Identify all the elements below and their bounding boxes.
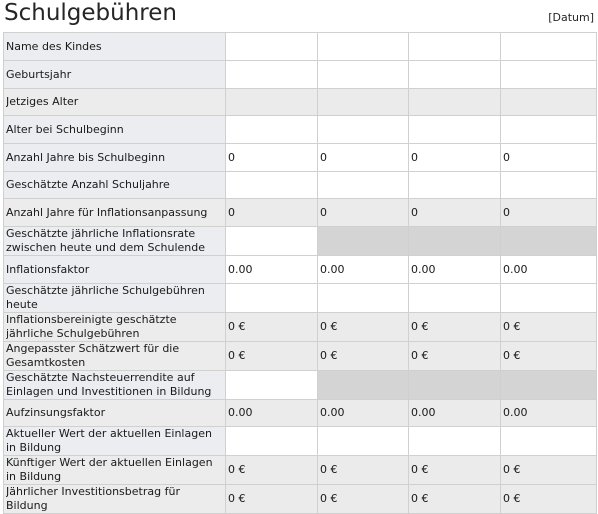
table-row-kuenftiger-wert-einlagen — [4, 456, 597, 485]
value-cell-child-4[interactable]: 0 € — [501, 456, 597, 485]
value-cell-child-2[interactable] — [318, 33, 409, 61]
value-cell-child-2[interactable] — [318, 371, 409, 400]
value-cell-child-2[interactable] — [318, 89, 409, 116]
value-cell-child-1[interactable]: 0 — [226, 199, 318, 227]
value-cell-child-4[interactable]: 0 € — [501, 342, 597, 371]
row-label — [4, 371, 226, 400]
value-cell-child-1[interactable]: 0 € — [226, 485, 318, 514]
value-cell-child-4[interactable] — [501, 427, 597, 456]
value-cell-child-4[interactable] — [501, 172, 597, 199]
table-row-anzahl-jahre-inflationsanpassung — [4, 199, 597, 227]
value-cell-child-1[interactable] — [226, 89, 318, 116]
table-row-angepasster-schaetzwert-gesamtkosten — [4, 342, 597, 371]
row-label — [4, 227, 226, 256]
row-label-text: Inflationsfaktor — [6, 262, 90, 276]
row-label-text: Jetziges Alter — [6, 95, 79, 108]
date-placeholder[interactable]: [Datum] — [548, 11, 594, 24]
value-cell-child-3[interactable]: 0.00 — [409, 400, 501, 427]
value-cell-child-2[interactable]: 0 € — [318, 456, 409, 485]
value-cell-child-3[interactable]: 0 € — [409, 313, 501, 342]
value-cell-child-2[interactable]: 0 € — [318, 313, 409, 342]
row-label — [4, 116, 226, 144]
row-label — [4, 144, 226, 172]
row-label — [4, 61, 226, 89]
value-cell-child-3[interactable]: 0 € — [409, 485, 501, 514]
value-cell-child-1[interactable] — [226, 172, 318, 199]
value-cell-child-4[interactable]: 0 € — [501, 485, 597, 514]
row-label-text: Geschätzte jährliche Inflationsrate zwischen heute und dem Schulende — [6, 227, 206, 254]
table-row-inflationsfaktor — [4, 256, 597, 284]
value-cell-child-4[interactable] — [501, 89, 597, 116]
row-label-text: Inflationsbereinigte geschätzte jährliche Schulgebühren — [6, 313, 177, 340]
value-cell-child-3[interactable]: 0 € — [409, 342, 501, 371]
value-cell-child-1[interactable] — [226, 61, 318, 89]
row-label-text: Geburtsjahr — [6, 67, 72, 81]
row-label-text: Name des Kindes — [6, 39, 102, 53]
table-row-anzahl-jahre-bis-schulbeginn — [4, 144, 597, 172]
value-cell-child-3[interactable] — [409, 89, 501, 116]
row-label — [4, 313, 226, 342]
row-label-text: Geschätzte jährliche Schulgebühren heute — [6, 284, 205, 311]
value-cell-child-4[interactable]: 0 € — [501, 313, 597, 342]
table-row-jetziges-alter — [4, 89, 597, 116]
value-cell-child-4[interactable]: 0 — [501, 199, 597, 227]
value-cell-child-4[interactable]: 0.00 — [501, 400, 597, 427]
value-cell-child-4[interactable]: 0.00 — [501, 256, 597, 284]
value-cell-child-2[interactable]: 0.00 — [318, 256, 409, 284]
row-label — [4, 33, 226, 61]
row-label-text: Künftiger Wert der aktuellen Einlagen in Bildung — [6, 456, 213, 483]
value-cell-child-2[interactable]: 0 € — [318, 342, 409, 371]
value-cell-child-3[interactable] — [409, 61, 501, 89]
value-cell-child-1[interactable] — [226, 371, 318, 400]
row-label — [4, 284, 226, 313]
value-cell-child-3[interactable]: 0 € — [409, 456, 501, 485]
value-cell-child-1[interactable] — [226, 227, 318, 256]
school-fees-table — [3, 32, 597, 514]
value-cell-child-3[interactable] — [409, 371, 501, 400]
value-cell-child-1[interactable] — [226, 284, 318, 313]
value-cell-child-2[interactable] — [318, 61, 409, 89]
row-label-text: Jährlicher Investitionsbetrag für Bildung — [6, 485, 180, 512]
row-label — [4, 256, 226, 284]
value-cell-child-1[interactable]: 0.00 — [226, 256, 318, 284]
row-label-text: Anzahl Jahre bis Schulbeginn — [6, 150, 166, 164]
table-row-jaehrlicher-investitionsbetrag — [4, 485, 597, 514]
table-row-inflationsbereinigte-schulgebuehren — [4, 313, 597, 342]
value-cell-child-2[interactable]: 0 € — [318, 485, 409, 514]
row-label — [4, 456, 226, 485]
value-cell-child-4[interactable] — [501, 371, 597, 400]
row-label-text: Anzahl Jahre für Inflationsanpassung — [6, 205, 208, 219]
value-cell-child-2[interactable] — [318, 172, 409, 199]
row-label — [4, 172, 226, 199]
table-row-geschaetzte-nachsteuerrendite — [4, 371, 597, 400]
value-cell-child-2[interactable]: 0 — [318, 199, 409, 227]
value-cell-child-4[interactable] — [501, 227, 597, 256]
value-cell-child-3[interactable]: 0 — [409, 199, 501, 227]
table-row-geschaetzte-anzahl-schuljahre — [4, 172, 597, 199]
value-cell-child-3[interactable] — [409, 172, 501, 199]
row-label-text: Geschätzte Anzahl Schuljahre — [6, 178, 170, 191]
value-cell-child-2[interactable] — [318, 116, 409, 144]
value-cell-child-3[interactable] — [409, 116, 501, 144]
value-cell-child-4[interactable] — [501, 284, 597, 313]
table-row-geburtsjahr — [4, 61, 597, 89]
table-row-aktueller-wert-einlagen — [4, 427, 597, 456]
table-row-aufzinsungsfaktor — [4, 400, 597, 427]
value-cell-child-1[interactable] — [226, 33, 318, 61]
table-body — [4, 33, 597, 514]
value-cell-child-4[interactable] — [501, 33, 597, 61]
value-cell-child-2[interactable] — [318, 227, 409, 256]
value-cell-child-1[interactable]: 0 € — [226, 456, 318, 485]
value-cell-child-2[interactable] — [318, 284, 409, 313]
row-label — [4, 427, 226, 456]
value-cell-child-3[interactable] — [409, 227, 501, 256]
value-cell-child-1[interactable] — [226, 116, 318, 144]
row-label-text: Alter bei Schulbeginn — [6, 122, 124, 136]
row-label-text: Aufzinsungsfaktor — [6, 406, 106, 419]
row-label — [4, 89, 226, 116]
row-label — [4, 199, 226, 227]
value-cell-child-2[interactable]: 0 — [318, 144, 409, 172]
row-label-text: Geschätzte Nachsteuerrendite auf Einlagen und Investitionen in Bildung — [6, 371, 212, 398]
row-label — [4, 485, 226, 514]
table-row-geschaetzte-schulgebuehren-heute — [4, 284, 597, 313]
page-title: Schulgebühren — [4, 0, 177, 26]
value-cell-child-3[interactable] — [409, 284, 501, 313]
value-cell-child-1[interactable]: 0 € — [226, 342, 318, 371]
value-cell-child-3[interactable] — [409, 427, 501, 456]
value-cell-child-3[interactable]: 0 — [409, 144, 501, 172]
value-cell-child-1[interactable]: 0.00 — [226, 400, 318, 427]
value-cell-child-1[interactable]: 0 — [226, 144, 318, 172]
value-cell-child-4[interactable]: 0 — [501, 144, 597, 172]
value-cell-child-4[interactable] — [501, 61, 597, 89]
table-row-geschaetzte-inflationsrate — [4, 227, 597, 256]
value-cell-child-3[interactable] — [409, 33, 501, 61]
row-label-text: Angepasster Schätzwert für die Gesamtkosten — [6, 342, 180, 369]
row-label-text: Aktueller Wert der aktuellen Einlagen in Bildung — [6, 427, 212, 454]
value-cell-child-2[interactable]: 0.00 — [318, 400, 409, 427]
value-cell-child-2[interactable] — [318, 427, 409, 456]
table-row-name-des-kindes — [4, 33, 597, 61]
value-cell-child-1[interactable]: 0 € — [226, 313, 318, 342]
row-label — [4, 342, 226, 371]
row-label — [4, 400, 226, 427]
value-cell-child-4[interactable] — [501, 116, 597, 144]
sheet-header — [0, 0, 598, 32]
value-cell-child-1[interactable] — [226, 427, 318, 456]
value-cell-child-3[interactable]: 0.00 — [409, 256, 501, 284]
table-row-alter-bei-schulbeginn — [4, 116, 597, 144]
